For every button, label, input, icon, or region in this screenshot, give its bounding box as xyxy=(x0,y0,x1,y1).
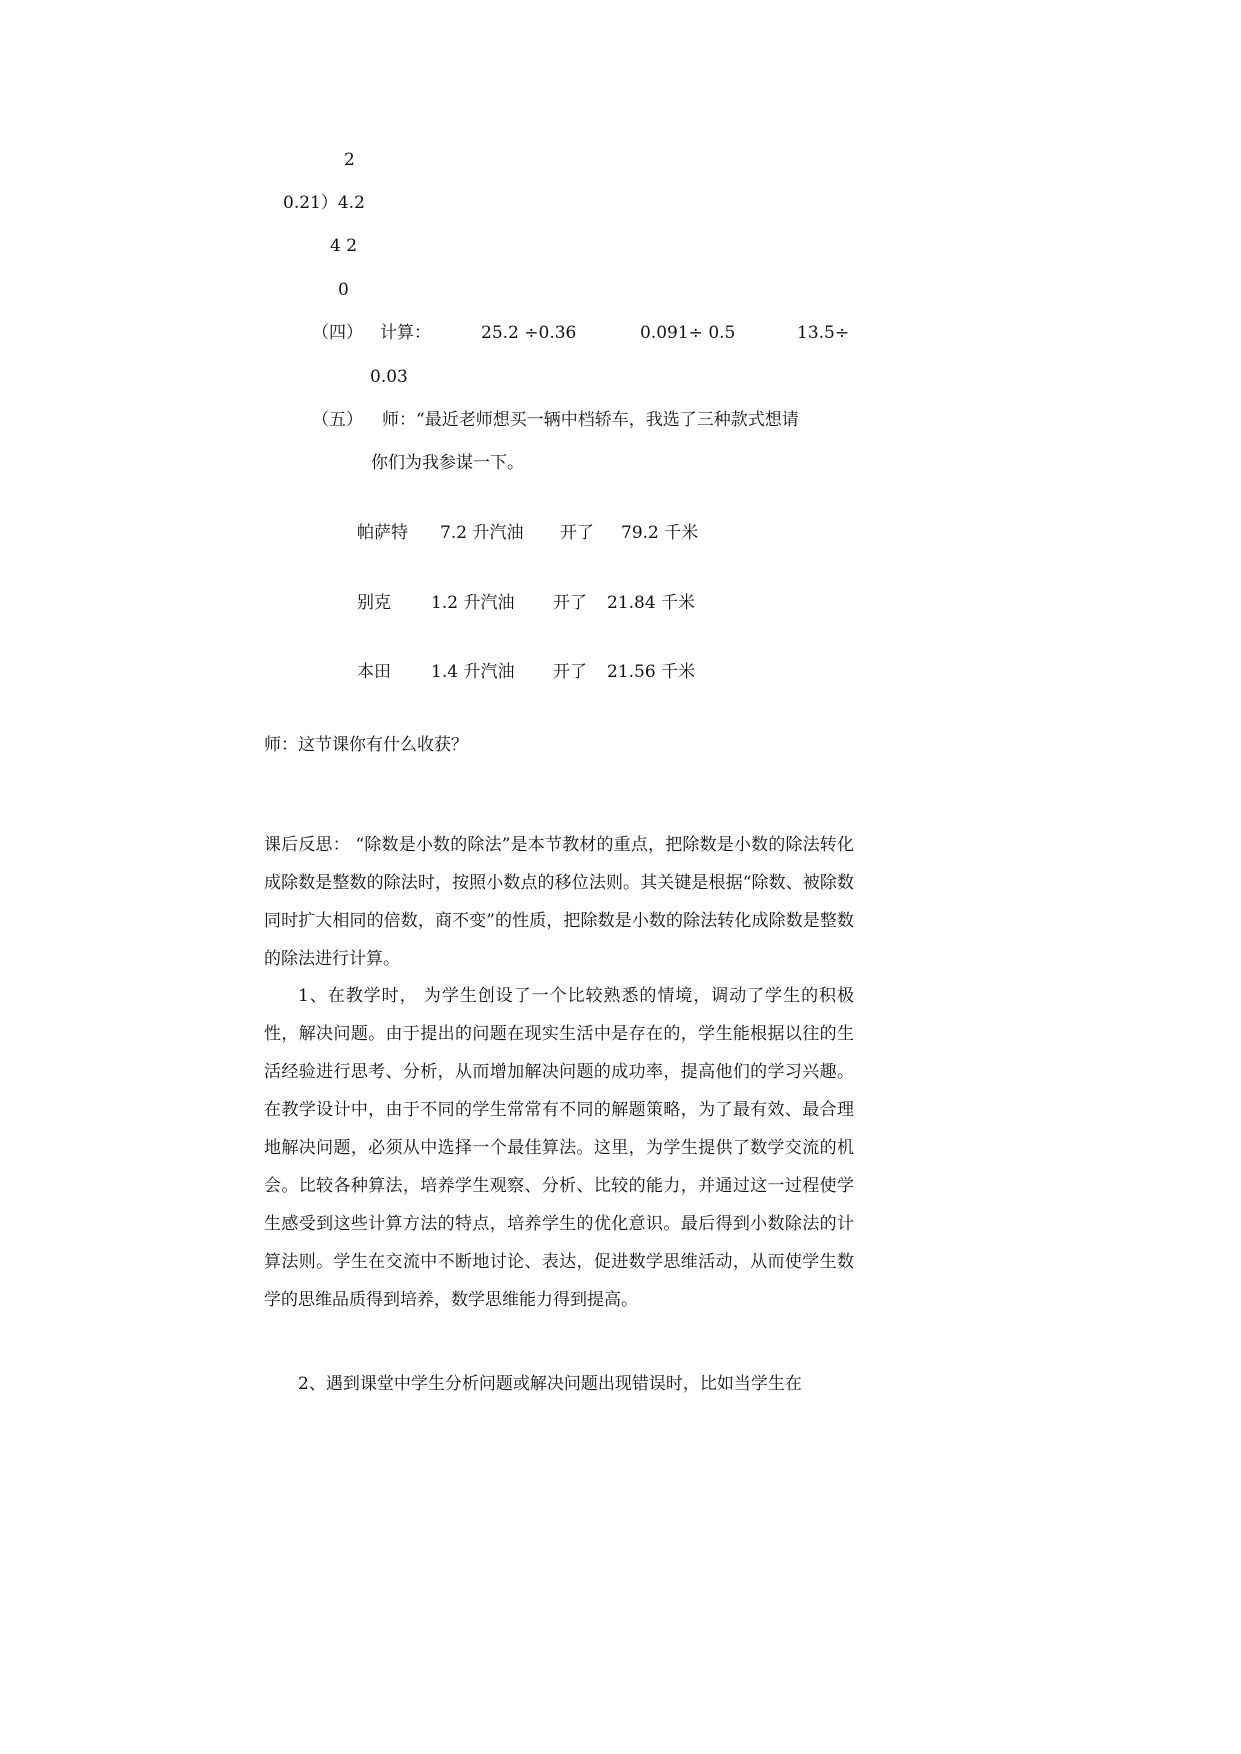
car-verb: 开了 xyxy=(553,662,587,682)
closing-question: 师：这节课你有什么收获？ xyxy=(264,735,468,755)
section4-expr3: 13.5÷ xyxy=(797,323,850,343)
reflection-point-1: 1、在教学时， 为学生创设了一个比较熟悉的情境，调动了学生的积极性，解决问题。由于提出的问题在现实生活中是存在的，学生能根据以往的生活经验进行思考、分析，从而增加解决问题的成功率，提高他们的学习兴趣。在教学设计中，由于不同的学生常常有不同的解题策略，为了最有效、最合理地解决问题，必须从中选择一个最佳算法。这里，为学生提供了数学交流的机会。比较各种算法，培养学生观察、分析、比较的能力，并通过这一过程使学生感受到这些计算方法的特点，培养学生的优化意识。最后得到小数除法的计算法则。学生在交流中不断地讨论、表达，促进数学思维活动，从而使学生数学的思维品质得到培养，数学思维能力得到提高。 xyxy=(264,986,854,1310)
car-distance: 21.56 千米 xyxy=(607,662,696,682)
reflection-point-2: 2、遇到课堂中学生分析问题或解决问题出现错误时，比如当学生在 xyxy=(298,1374,802,1394)
section5-text-cont: 你们为我参谋一下。 xyxy=(371,453,524,473)
section4-expr1: 25.2 ÷0.36 xyxy=(481,323,577,343)
car-distance: 21.84 千米 xyxy=(607,593,696,613)
section4-label: （四） xyxy=(312,323,363,343)
car-name: 本田 xyxy=(357,662,391,682)
car-name: 别克 xyxy=(357,593,391,613)
car-fuel: 1.2 升汽油 xyxy=(431,593,515,613)
car-fuel: 1.4 升汽油 xyxy=(431,662,515,682)
car-name: 帕萨特 xyxy=(357,523,408,543)
section5-text: 师：“最近老师想买一辆中档轿车，我选了三种款式想请 xyxy=(382,410,799,430)
section5-label: （五） xyxy=(312,410,363,430)
division-product: 4 2 xyxy=(330,236,358,256)
division-remainder: 0 xyxy=(338,280,349,300)
section4-prompt: 计算： xyxy=(380,323,431,343)
division-dividend-line: 0.21）4.2 xyxy=(283,193,365,213)
car-distance: 79.2 千米 xyxy=(621,523,699,543)
car-fuel: 7.2 升汽油 xyxy=(440,523,524,543)
reflection-intro: 课后反思： “除数是小数的除法”是本节教材的重点，把除数是小数的除法转化成除数是整数的除法时，按照小数点的移位法则。其关键是根据“除数、被除数同时扩大相同的倍数，商不变”的性质，把除数是小数的除法转化成除数是整数的除法进行计算。 xyxy=(264,835,854,969)
division-quotient: 2 xyxy=(344,150,355,170)
section4-expr2: 0.091÷ 0.5 xyxy=(640,323,736,343)
section4-expr3-cont: 0.03 xyxy=(370,367,408,387)
car-verb: 开了 xyxy=(560,523,594,543)
car-verb: 开了 xyxy=(553,593,587,613)
